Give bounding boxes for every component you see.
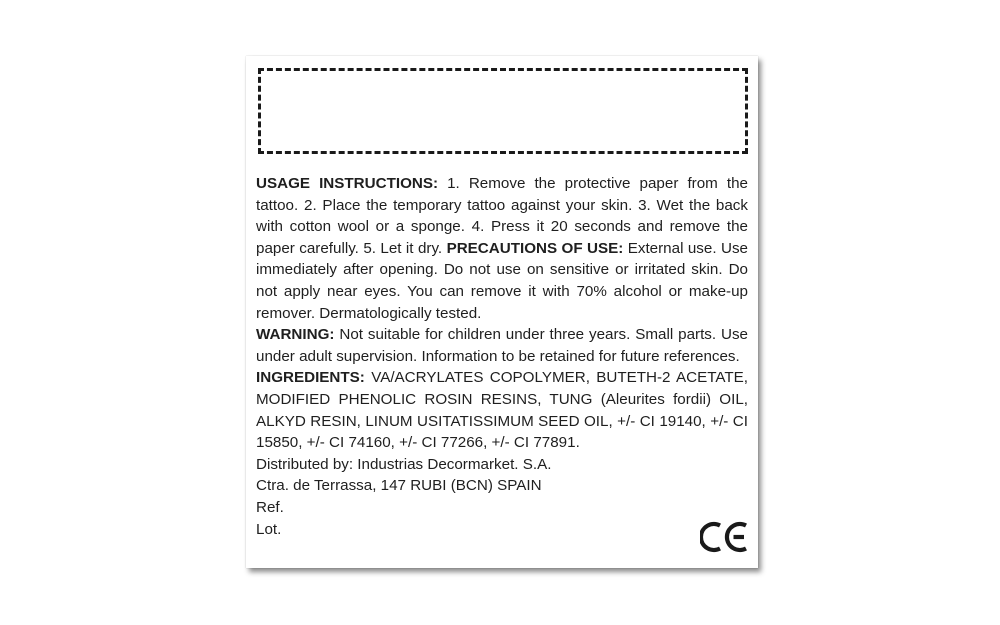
distributor-line: Distributed by: Industrias Decormarket. S.A. xyxy=(256,455,552,473)
label-text-block xyxy=(256,173,748,540)
warning-text: Not suitable for children under three years. Small parts. Use under adult supervision. Information to be retained for future references. xyxy=(256,326,748,365)
lot-line: Lot. xyxy=(256,520,282,538)
ref-line: Ref. xyxy=(256,498,284,516)
product-label xyxy=(246,56,758,568)
ingredients-paragraph xyxy=(256,367,748,453)
ingredients-heading: INGREDIENTS: xyxy=(256,369,365,387)
usage-paragraph xyxy=(256,173,748,324)
usage-heading: USAGE INSTRUCTIONS: xyxy=(256,175,439,192)
ce-conformity-icon xyxy=(700,520,748,554)
tattoo-placeholder-box xyxy=(258,68,748,154)
usage-text: 1. Remove the protective paper from the tattoo. 2. Place the temporary tattoo against your skin. 3. Wet the back with cotton wool or a sponge. 4. Press it 20 seconds and remove the paper carefully. 5. Let it dry. xyxy=(256,175,748,257)
address-line: Ctra. de Terrassa, 147 RUBI (BCN) SPAIN xyxy=(256,477,542,495)
ingredients-text: VA/ACRYLATES COPOLYMER, BUTETH-2 ACETATE, MODIFIED PHENOLIC ROSIN RESINS, TUNG (Aleurites fordii) OIL, ALKYD RESIN, LINUM USITATISSIMUM SEED OIL, +/- CI 19140, +/- CI 15850, +/- CI 74160, +/- CI 77266, +/- CI 77891. xyxy=(256,369,748,452)
precautions-heading: PRECAUTIONS OF USE: xyxy=(446,239,624,257)
warning-paragraph xyxy=(256,324,748,367)
warning-heading: WARNING: xyxy=(256,326,335,344)
precautions-text: External use. Use immediately after opening. Do not use on sensitive or irritated skin. Do not apply near eyes. You can remove it with 70% alcohol or make-up remover. Dermatologically tested. xyxy=(256,239,748,322)
